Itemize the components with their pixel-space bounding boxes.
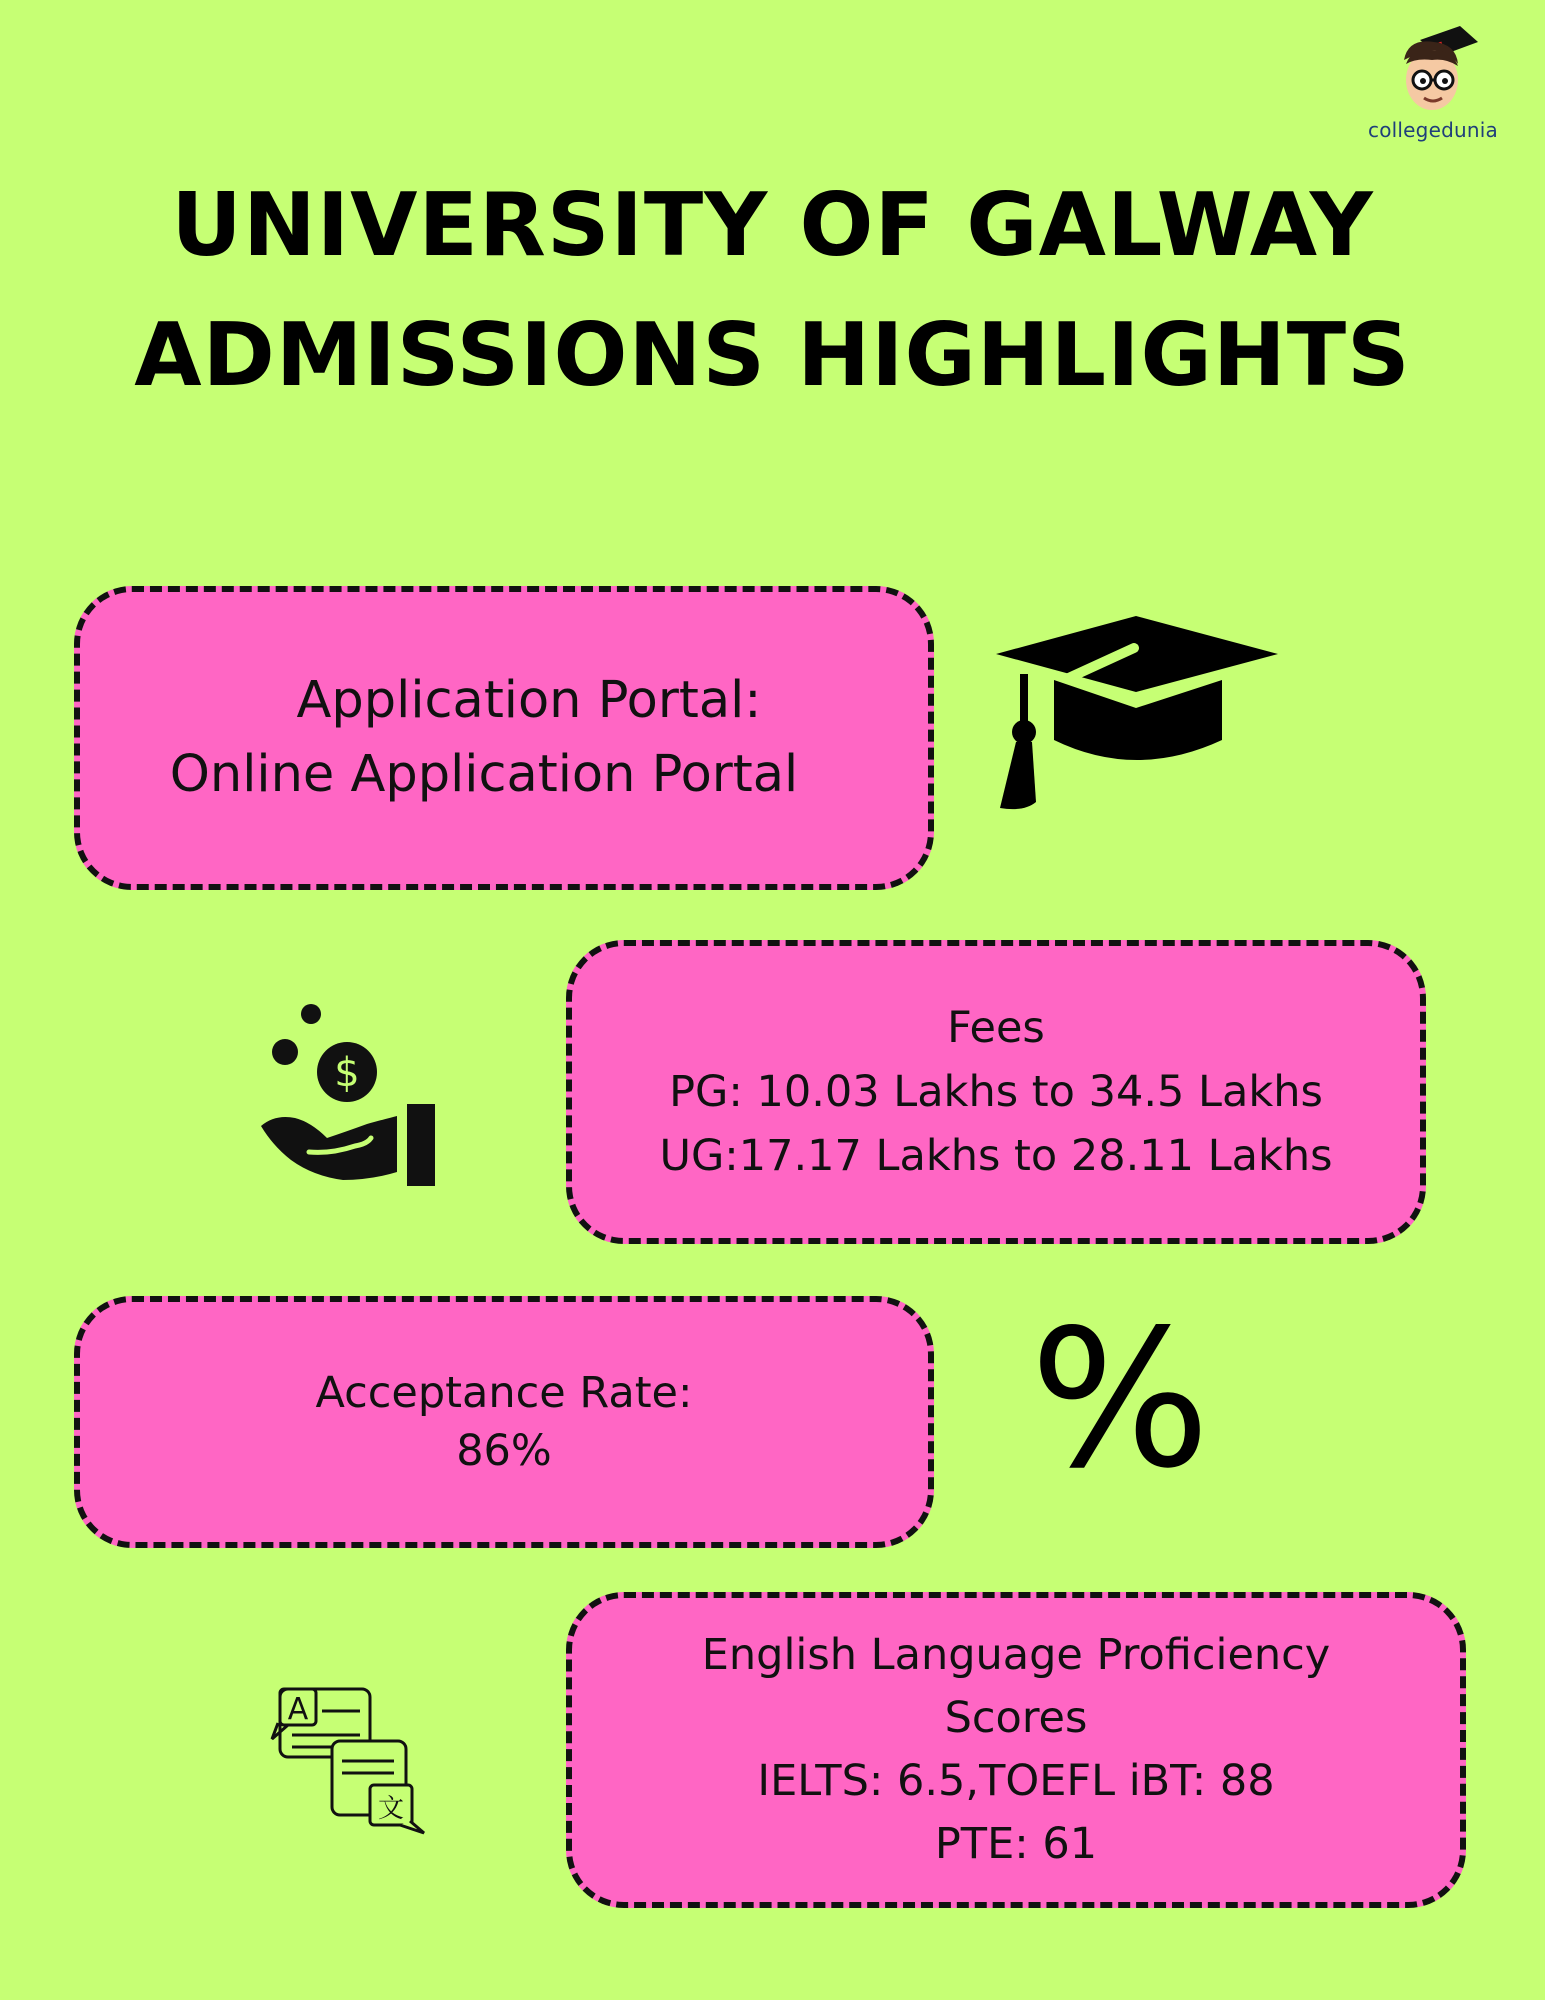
application-portal-label: Application Portal:: [296, 671, 762, 730]
page-title: [0, 160, 1545, 420]
acceptance-rate-value: 86%: [456, 1426, 552, 1476]
collegedunia-mascot-icon: [1390, 22, 1480, 132]
money-hand-icon: [255, 1000, 445, 1195]
application-portal-value: Online Application Portal: [169, 745, 799, 804]
translate-icon: [270, 1675, 430, 1835]
acceptance-rate-label: Acceptance Rate:: [315, 1368, 693, 1418]
acceptance-rate-card: [74, 1296, 934, 1548]
fees-pg: PG: 10.03 Lakhs to 34.5 Lakhs: [669, 1067, 1323, 1117]
brand-name: collegedunia: [1368, 118, 1498, 142]
application-portal-card: [74, 586, 934, 890]
fees-label: Fees: [947, 1003, 1045, 1053]
fees-ug: UG:17.17 Lakhs to 28.11 Lakhs: [659, 1131, 1333, 1181]
svg-text:文: 文: [377, 1794, 405, 1824]
english-proficiency-label-line-1: English Language Proficiency: [701, 1630, 1331, 1680]
english-proficiency-card: [566, 1592, 1466, 1908]
svg-text:A: A: [287, 1692, 309, 1727]
english-proficiency-scores-line-2: PTE: 61: [934, 1819, 1098, 1869]
brand-logo: [1350, 22, 1510, 152]
percent-icon: %: [1029, 1289, 1211, 1510]
fees-card: [566, 940, 1426, 1244]
english-proficiency-label-line-2: Scores: [944, 1693, 1088, 1743]
title-line-2: ADMISSIONS HIGHLIGHTS: [134, 304, 1411, 406]
english-proficiency-scores-line-1: IELTS: 6.5,TOEFL iBT: 88: [757, 1756, 1275, 1806]
svg-text:$: $: [334, 1050, 360, 1096]
title-line-1: UNIVERSITY OF GALWAY: [171, 174, 1374, 276]
graduation-cap-icon: [996, 612, 1281, 812]
